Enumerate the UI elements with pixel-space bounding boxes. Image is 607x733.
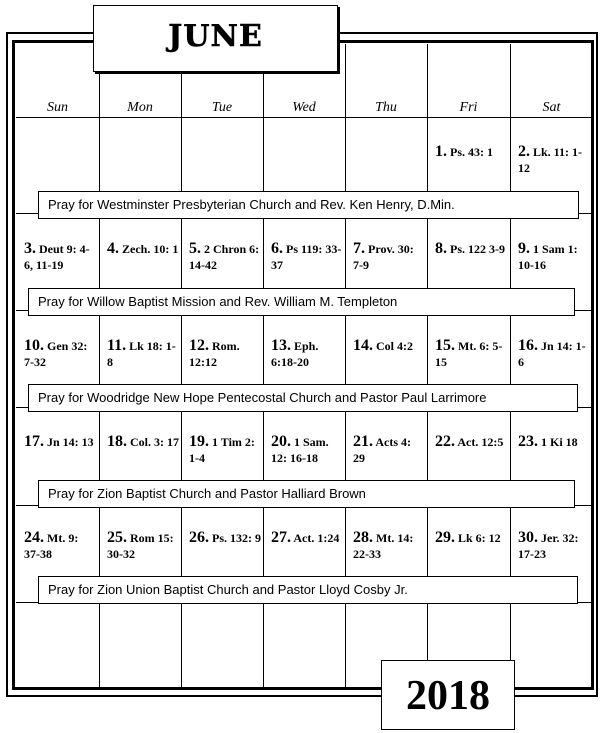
day-number: 3. [24, 240, 36, 257]
day-number: 20. [271, 433, 291, 450]
day-cell [353, 241, 425, 273]
day-number: 16. [518, 337, 538, 354]
day-number: 8. [435, 240, 447, 257]
day-cell [107, 338, 179, 370]
day-number: 29. [435, 529, 455, 546]
scripture-reference: Jn 14: 13 [47, 435, 94, 449]
scripture-reference: Prov. 30: 7-9 [353, 242, 414, 272]
scripture-reference: Ps. 132: 9 [212, 531, 261, 545]
day-cell [271, 530, 343, 546]
day-cell [353, 530, 425, 562]
day-cell [24, 241, 97, 273]
prayer-banner: Pray for Woodridge New Hope Pentecostal Church and Pastor Paul Larrimore [28, 384, 578, 412]
day-cell [518, 434, 591, 450]
weekday-label: Sat [542, 100, 561, 115]
day-number: 26. [189, 529, 209, 546]
prayer-banner: Pray for Zion Union Baptist Church and Pastor Lloyd Cosby Jr. [38, 576, 578, 604]
scripture-reference: 1 Sam. 12: 16-18 [271, 435, 329, 465]
scripture-reference: Rom 15: 30-32 [107, 531, 174, 561]
day-cell [518, 530, 591, 562]
day-cell [24, 338, 97, 370]
day-number: 1. [435, 143, 447, 160]
scripture-reference: Ps. 122 3-9 [450, 242, 505, 256]
scripture-reference: Eph. 6:18-20 [271, 339, 319, 369]
scripture-reference: Ps 119: 33-37 [271, 242, 342, 272]
day-number: 9. [518, 240, 530, 257]
day-number: 19. [189, 433, 209, 450]
scripture-reference: Ps. 43: 1 [450, 145, 493, 159]
weekday-label: Wed [292, 100, 316, 115]
day-cell [435, 530, 508, 546]
weekday-label: Mon [127, 100, 153, 115]
day-number: 30. [518, 529, 538, 546]
day-cell [435, 338, 508, 370]
day-cell [107, 434, 179, 450]
day-number: 2. [518, 143, 530, 160]
month-title-box [93, 5, 338, 72]
prayer-banner: Pray for Zion Baptist Church and Pastor Halliard Brown [38, 480, 575, 508]
day-cell [518, 241, 591, 273]
day-cell [24, 434, 97, 450]
scripture-reference: Rom. 12:12 [189, 339, 240, 369]
prayer-banner: Pray for Westminster Presbyterian Church and Rev. Ken Henry, D.Min. [38, 191, 579, 219]
scripture-reference: Acts 4: 29 [353, 435, 411, 465]
day-cell [189, 338, 261, 370]
scripture-reference: Act. 1:24 [293, 531, 340, 545]
day-number: 10. [24, 337, 44, 354]
day-number: 12. [189, 337, 209, 354]
day-number: 22. [435, 433, 455, 450]
day-cell [189, 530, 261, 546]
day-number: 28. [353, 529, 373, 546]
year-label: 2018 [406, 673, 490, 719]
weekday-label: Sun [47, 100, 68, 115]
scripture-reference: Lk 18: 1-8 [107, 339, 176, 369]
day-cell [435, 144, 508, 160]
day-cell [189, 434, 261, 466]
day-number: 17. [24, 433, 44, 450]
scripture-reference: Deut 9: 4-6, 11-19 [24, 242, 90, 272]
day-number: 21. [353, 433, 373, 450]
day-cell [24, 530, 97, 562]
day-cell [353, 338, 425, 354]
day-number: 15. [435, 337, 455, 354]
weekday-label: Fri [459, 100, 478, 115]
scripture-reference: Jer. 32: 17-23 [518, 531, 579, 561]
day-cell [107, 530, 179, 562]
scripture-reference: Col 4:2 [376, 339, 413, 353]
day-cell [189, 241, 261, 273]
scripture-reference: Mt. 14: 22-33 [353, 531, 414, 561]
day-number: 6. [271, 240, 283, 257]
day-cell [518, 144, 591, 176]
day-number: 24. [24, 529, 44, 546]
scripture-reference: Col. 3: 17 [130, 435, 179, 449]
day-cell [518, 338, 591, 370]
weekday-label: Tue [211, 100, 233, 115]
day-number: 27. [271, 529, 291, 546]
day-cell [435, 241, 508, 257]
scripture-reference: Gen 32: 7-32 [24, 339, 88, 369]
day-number: 4. [107, 240, 119, 257]
day-number: 23. [518, 433, 538, 450]
scripture-reference: Lk. 11: 1-12 [518, 145, 583, 175]
scripture-reference: 1 Tim 2: 1-4 [189, 435, 255, 465]
scripture-reference: Mt. 9: 37-38 [24, 531, 79, 561]
year-box [381, 660, 515, 730]
grid-row-line [16, 117, 593, 118]
scripture-reference: Lk 6: 12 [458, 531, 501, 545]
day-cell [271, 241, 343, 273]
day-number: 5. [189, 240, 201, 257]
day-number: 7. [353, 240, 365, 257]
day-number: 14. [353, 337, 373, 354]
scripture-reference: Zech. 10: 1 [122, 242, 179, 256]
day-cell [271, 434, 343, 466]
prayer-banner: Pray for Willow Baptist Mission and Rev. William M. Templeton [28, 288, 575, 316]
day-cell [271, 338, 343, 370]
month-title: JUNE [168, 19, 263, 54]
scripture-reference: 1 Ki 18 [541, 435, 578, 449]
scripture-reference: 1 Sam 1: 10-16 [518, 242, 578, 272]
day-cell [353, 434, 425, 466]
scripture-reference: Jn 14: 1-6 [518, 339, 586, 369]
day-number: 18. [107, 433, 127, 450]
day-number: 25. [107, 529, 127, 546]
weekday-label: Thu [375, 100, 397, 115]
day-cell [107, 241, 179, 257]
day-number: 11. [107, 337, 127, 354]
scripture-reference: 2 Chron 6: 14-42 [189, 242, 260, 272]
scripture-reference: Mt. 6: 5-15 [435, 339, 503, 369]
day-cell [435, 434, 508, 450]
scripture-reference: Act. 12:5 [457, 435, 504, 449]
day-number: 13. [271, 337, 291, 354]
